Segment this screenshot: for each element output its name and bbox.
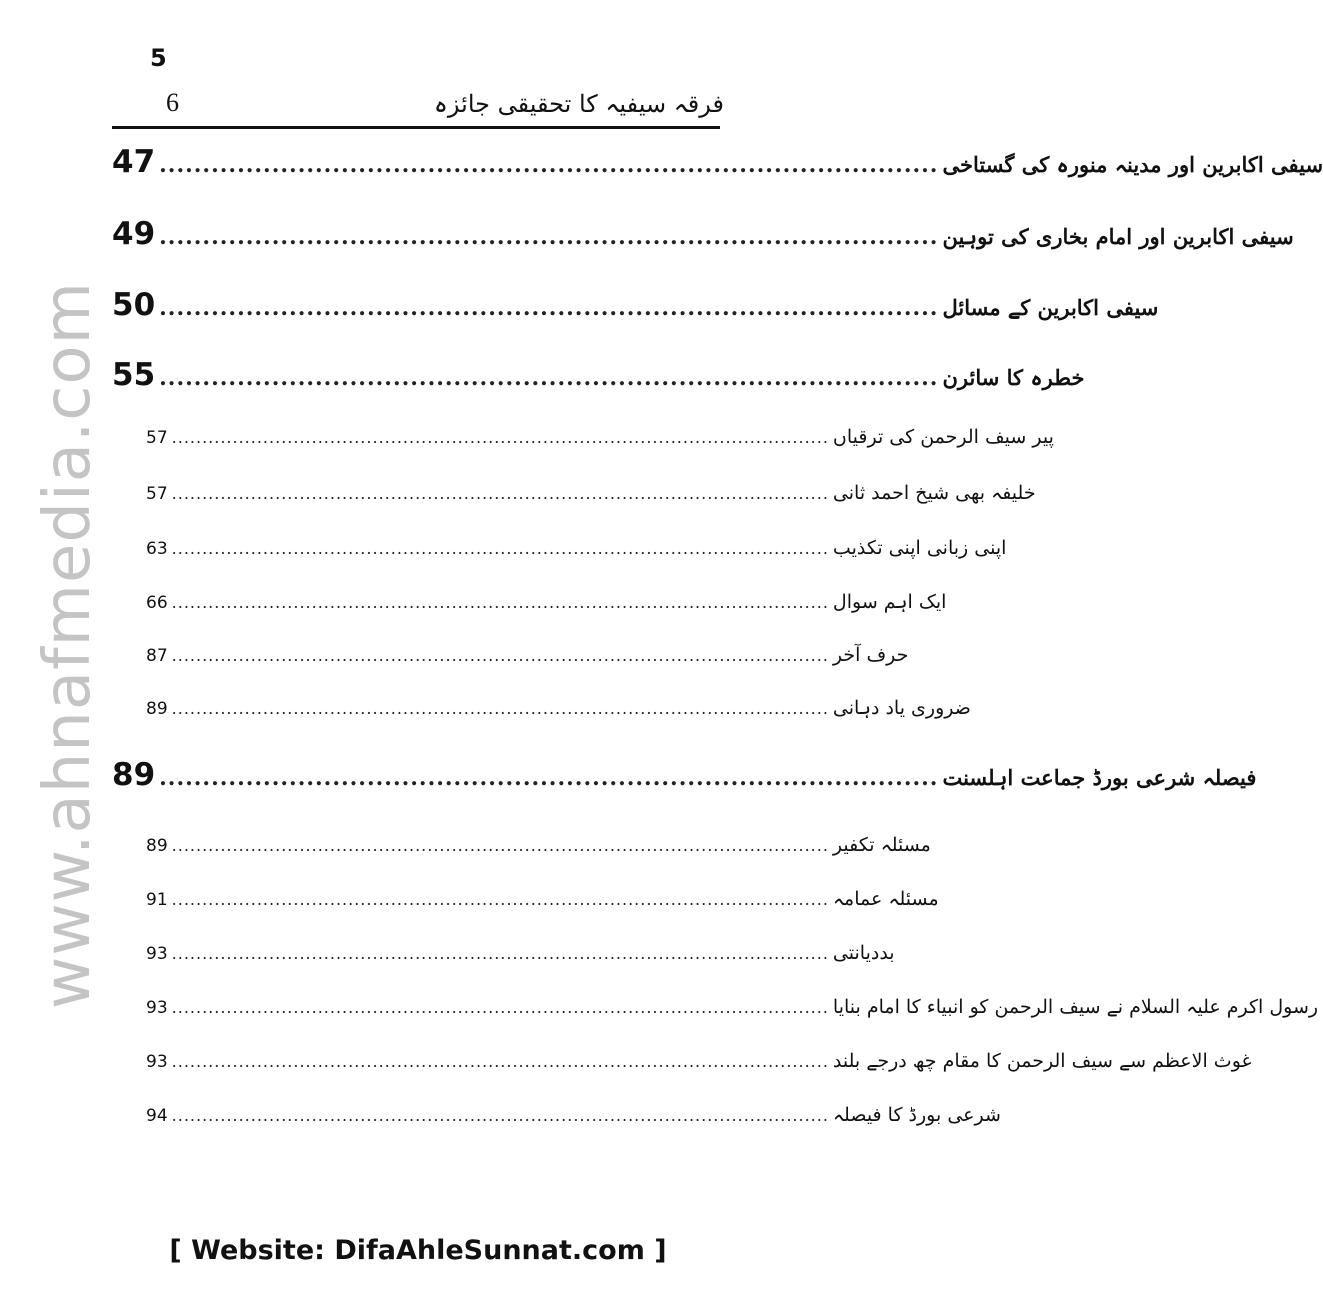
- toc-entry[interactable]: [112, 757, 1257, 793]
- toc-subentry[interactable]: [146, 426, 1054, 448]
- toc-page: 94: [146, 1106, 168, 1126]
- toc-page: 55: [112, 357, 156, 393]
- toc-title: ایک اہم سوال: [832, 591, 947, 613]
- toc-entry[interactable]: [112, 216, 1294, 252]
- dot-leader: ............................................................................................................: [171, 539, 829, 558]
- toc-page: 87: [146, 646, 168, 666]
- toc-page: 93: [146, 1052, 168, 1072]
- toc-title: سیفی اکابرین کے مسائل: [942, 295, 1159, 320]
- toc-subentry[interactable]: [146, 1050, 1252, 1072]
- toc-subentry[interactable]: [146, 644, 909, 666]
- dot-leader: ............................................................................................................: [171, 593, 829, 612]
- dot-leader: ..........................................................................................: [159, 224, 939, 250]
- toc-title: بددیانتی: [832, 942, 895, 964]
- dot-leader: ............................................................................................................: [171, 484, 829, 503]
- dot-leader: ............................................................................................................: [171, 944, 829, 963]
- toc-subentry[interactable]: [146, 537, 1007, 559]
- toc-entry[interactable]: [112, 287, 1159, 323]
- toc-title: حرف آخر: [832, 644, 909, 666]
- dot-leader: ............................................................................................................: [171, 890, 829, 909]
- toc-subentry[interactable]: [146, 591, 947, 613]
- toc-page: 57: [146, 484, 168, 504]
- watermark: www.ahnafmedia.com: [31, 281, 105, 1009]
- toc-title: پیر سیف الرحمن کی ترقیاں: [832, 426, 1054, 448]
- toc-title: سیفی اکابرین اور امام بخاری کی توہین: [942, 224, 1294, 249]
- dot-leader: ............................................................................................................: [171, 699, 829, 718]
- toc-page: 63: [146, 539, 168, 559]
- toc-subentry[interactable]: [146, 888, 939, 910]
- book-page-number: 6: [166, 88, 179, 117]
- pdf-page-number: 5: [150, 44, 167, 72]
- toc-subentry[interactable]: [146, 996, 1319, 1018]
- running-header-title: فرقہ سیفیہ کا تحقیقی جائزہ: [433, 90, 724, 118]
- dot-leader: ............................................................................................................: [171, 646, 829, 665]
- toc-entry[interactable]: [112, 357, 1085, 393]
- dot-leader: ............................................................................................................: [171, 836, 829, 855]
- dot-leader: ............................................................................................................: [171, 998, 829, 1017]
- toc-subentry[interactable]: [146, 942, 895, 964]
- toc-title: خلیفہ بھی شیخ احمد ثانی: [832, 482, 1036, 504]
- toc-title: مسئلہ عمامہ: [832, 888, 939, 910]
- dot-leader: ............................................................................................................: [171, 1106, 829, 1125]
- dot-leader: ..........................................................................................: [159, 365, 939, 391]
- toc-subentry[interactable]: [146, 1104, 1001, 1126]
- toc-page: 57: [146, 428, 168, 448]
- toc-title: مسئلہ تکفیر: [832, 834, 931, 856]
- toc-title: ضروری یاد دہانی: [832, 697, 971, 719]
- toc-page: 89: [146, 836, 168, 856]
- toc-title: شرعی بورڈ کا فیصلہ: [832, 1104, 1001, 1126]
- toc-page: 93: [146, 944, 168, 964]
- dot-leader: ..........................................................................................: [159, 295, 939, 321]
- toc-page: 91: [146, 890, 168, 910]
- dot-leader: ..........................................................................................: [159, 152, 939, 178]
- toc-page: 89: [146, 699, 168, 719]
- toc-title: رسول اکرم علیہ السلام نے سیف الرحمن کو انبیاء کا امام بنایا: [832, 996, 1319, 1018]
- website-footer[interactable]: [ Website: DifaAhleSunnat.com ]: [169, 1235, 667, 1266]
- toc-title: غوث الاعظم سے سیف الرحمن کا مقام چھ درجے بلند: [832, 1050, 1252, 1072]
- header-rule: [112, 126, 720, 129]
- toc-entry[interactable]: [112, 144, 1323, 180]
- toc-page: 66: [146, 593, 168, 613]
- toc-title: سیفی اکابرین اور مدینہ منورہ کی گستاخی: [942, 152, 1323, 177]
- toc-page: 49: [112, 216, 156, 252]
- toc-page: 93: [146, 998, 168, 1018]
- dot-leader: ..........................................................................................: [159, 765, 939, 791]
- toc-title: خطرہ کا سائرن: [942, 365, 1085, 390]
- toc-page: 47: [112, 144, 156, 180]
- dot-leader: ............................................................................................................: [171, 1052, 829, 1071]
- toc-page: 50: [112, 287, 156, 323]
- toc-subentry[interactable]: [146, 834, 931, 856]
- dot-leader: ............................................................................................................: [171, 428, 829, 447]
- toc-subentry[interactable]: [146, 482, 1036, 504]
- toc-title: فیصلہ شرعی بورڈ جماعت اہلسنت: [942, 765, 1257, 790]
- toc-title: اپنی زبانی اپنی تکذیب: [832, 537, 1007, 559]
- toc-subentry[interactable]: [146, 697, 971, 719]
- toc-page: 89: [112, 757, 156, 793]
